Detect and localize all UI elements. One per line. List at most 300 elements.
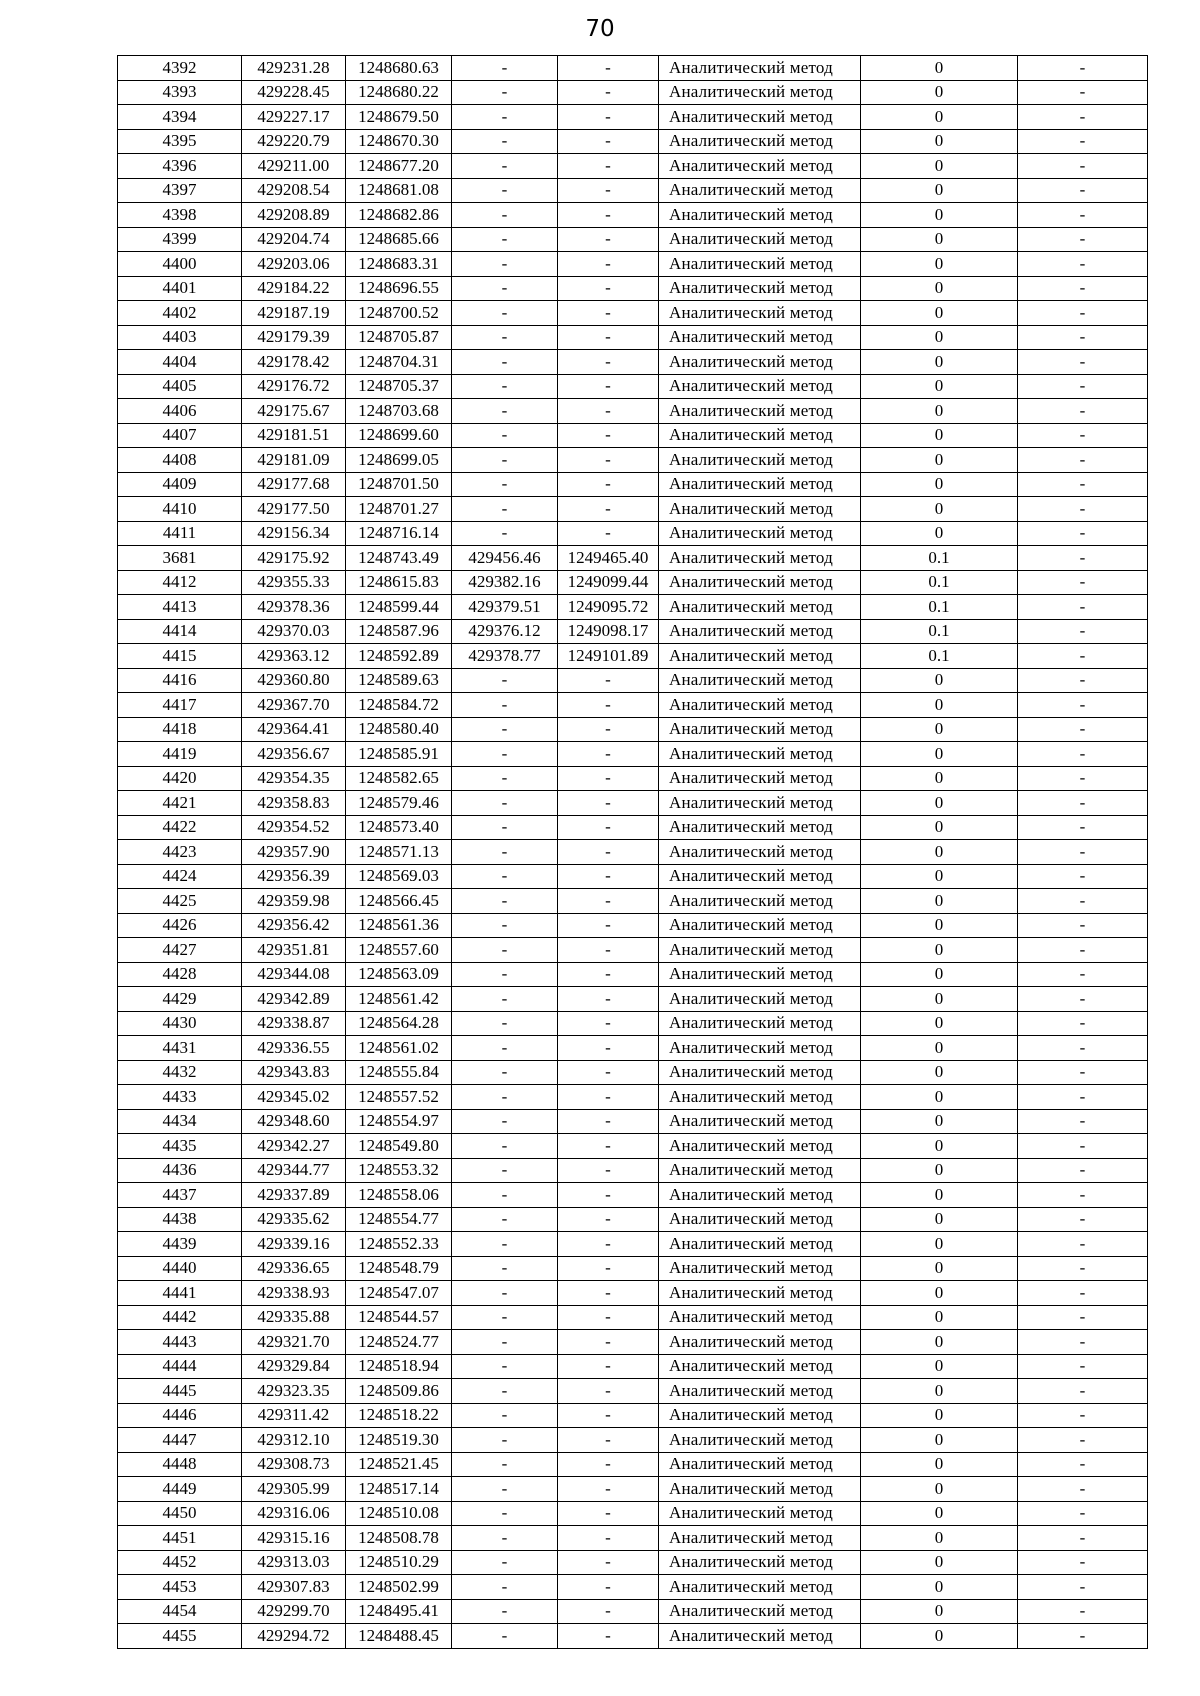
y-old-cell: - (558, 1379, 659, 1404)
y-old-cell: - (558, 1452, 659, 1477)
point-number-cell: 4393 (118, 80, 242, 105)
point-number-cell: 4424 (118, 864, 242, 889)
table-row (118, 595, 1148, 620)
table-row (118, 154, 1148, 179)
x-coordinate-cell: 429307.83 (242, 1575, 346, 1600)
y-old-cell: 1249099.44 (558, 570, 659, 595)
y-coordinate-cell: 1248561.02 (346, 1036, 452, 1061)
point-number-cell: 4419 (118, 742, 242, 767)
accuracy-cell: 0 (861, 766, 1018, 791)
y-coordinate-cell: 1248701.27 (346, 497, 452, 522)
x-coordinate-cell: 429208.89 (242, 203, 346, 228)
accuracy-cell: 0 (861, 350, 1018, 375)
note-cell: - (1018, 1526, 1148, 1551)
accuracy-cell: 0 (861, 1305, 1018, 1330)
y-coordinate-cell: 1248561.42 (346, 987, 452, 1012)
y-coordinate-cell: 1248599.44 (346, 595, 452, 620)
method-cell: Аналитический метод (659, 1403, 861, 1428)
y-coordinate-cell: 1248569.03 (346, 864, 452, 889)
x-coordinate-cell: 429305.99 (242, 1477, 346, 1502)
x-old-cell: - (452, 742, 558, 767)
note-cell: - (1018, 497, 1148, 522)
method-cell: Аналитический метод (659, 1550, 861, 1575)
y-coordinate-cell: 1248518.22 (346, 1403, 452, 1428)
note-cell: - (1018, 1085, 1148, 1110)
point-number-cell: 4411 (118, 521, 242, 546)
x-old-cell: - (452, 693, 558, 718)
table-row (118, 276, 1148, 301)
point-number-cell: 4436 (118, 1158, 242, 1183)
accuracy-cell: 0 (861, 129, 1018, 154)
y-coordinate-cell: 1248552.33 (346, 1232, 452, 1257)
x-old-cell: - (452, 301, 558, 326)
method-cell: Аналитический метод (659, 668, 861, 693)
note-cell: - (1018, 1599, 1148, 1624)
y-old-cell: - (558, 1158, 659, 1183)
accuracy-cell: 0 (861, 497, 1018, 522)
y-old-cell: - (558, 276, 659, 301)
x-coordinate-cell: 429175.67 (242, 399, 346, 424)
x-old-cell: - (452, 1207, 558, 1232)
note-cell: - (1018, 570, 1148, 595)
accuracy-cell: 0 (861, 1183, 1018, 1208)
point-number-cell: 4440 (118, 1256, 242, 1281)
x-coordinate-cell: 429358.83 (242, 791, 346, 816)
accuracy-cell: 0 (861, 1550, 1018, 1575)
y-old-cell: - (558, 1428, 659, 1453)
point-number-cell: 4447 (118, 1428, 242, 1453)
point-number-cell: 4451 (118, 1526, 242, 1551)
y-coordinate-cell: 1248680.22 (346, 80, 452, 105)
point-number-cell: 4397 (118, 178, 242, 203)
point-number-cell: 4450 (118, 1501, 242, 1526)
x-coordinate-cell: 429342.27 (242, 1134, 346, 1159)
x-coordinate-cell: 429354.52 (242, 815, 346, 840)
table-row (118, 1575, 1148, 1600)
point-number-cell: 4415 (118, 644, 242, 669)
y-coordinate-cell: 1248682.86 (346, 203, 452, 228)
note-cell: - (1018, 1256, 1148, 1281)
table-row (118, 987, 1148, 1012)
table-row (118, 546, 1148, 571)
accuracy-cell: 0 (861, 1232, 1018, 1257)
method-cell: Аналитический метод (659, 1060, 861, 1085)
note-cell: - (1018, 1281, 1148, 1306)
accuracy-cell: 0 (861, 80, 1018, 105)
x-coordinate-cell: 429370.03 (242, 619, 346, 644)
y-coordinate-cell: 1248677.20 (346, 154, 452, 179)
method-cell: Аналитический метод (659, 1501, 861, 1526)
note-cell: - (1018, 595, 1148, 620)
x-old-cell: 429456.46 (452, 546, 558, 571)
table-row (118, 1526, 1148, 1551)
table-row (118, 1085, 1148, 1110)
x-coordinate-cell: 429360.80 (242, 668, 346, 693)
point-number-cell: 4437 (118, 1183, 242, 1208)
method-cell: Аналитический метод (659, 1011, 861, 1036)
table-row (118, 1060, 1148, 1085)
x-coordinate-cell: 429336.55 (242, 1036, 346, 1061)
y-coordinate-cell: 1248716.14 (346, 521, 452, 546)
x-coordinate-cell: 429179.39 (242, 325, 346, 350)
y-coordinate-cell: 1248557.52 (346, 1085, 452, 1110)
y-old-cell: - (558, 938, 659, 963)
x-old-cell: - (452, 766, 558, 791)
note-cell: - (1018, 154, 1148, 179)
note-cell: - (1018, 1428, 1148, 1453)
accuracy-cell: 0 (861, 693, 1018, 718)
table-row (118, 227, 1148, 252)
point-number-cell: 4422 (118, 815, 242, 840)
note-cell: - (1018, 1036, 1148, 1061)
x-coordinate-cell: 429311.42 (242, 1403, 346, 1428)
point-number-cell: 4428 (118, 962, 242, 987)
accuracy-cell: 0 (861, 1501, 1018, 1526)
x-coordinate-cell: 429211.00 (242, 154, 346, 179)
y-old-cell: - (558, 1183, 659, 1208)
point-number-cell: 4417 (118, 693, 242, 718)
point-number-cell: 4414 (118, 619, 242, 644)
y-coordinate-cell: 1248685.66 (346, 227, 452, 252)
x-old-cell: - (452, 1575, 558, 1600)
table-row (118, 203, 1148, 228)
method-cell: Аналитический метод (659, 1379, 861, 1404)
method-cell: Аналитический метод (659, 815, 861, 840)
x-old-cell: - (452, 668, 558, 693)
y-coordinate-cell: 1248509.86 (346, 1379, 452, 1404)
x-old-cell: - (452, 276, 558, 301)
x-old-cell: 429379.51 (452, 595, 558, 620)
x-coordinate-cell: 429364.41 (242, 717, 346, 742)
y-old-cell: - (558, 766, 659, 791)
x-old-cell: - (452, 1232, 558, 1257)
x-old-cell: - (452, 1134, 558, 1159)
accuracy-cell: 0 (861, 840, 1018, 865)
note-cell: - (1018, 938, 1148, 963)
x-coordinate-cell: 429312.10 (242, 1428, 346, 1453)
y-old-cell: - (558, 962, 659, 987)
accuracy-cell: 0 (861, 1207, 1018, 1232)
table-row (118, 693, 1148, 718)
point-number-cell: 4407 (118, 423, 242, 448)
note-cell: - (1018, 864, 1148, 889)
x-old-cell: - (452, 1281, 558, 1306)
table-row (118, 448, 1148, 473)
x-old-cell: - (452, 178, 558, 203)
note-cell: - (1018, 203, 1148, 228)
point-number-cell: 4400 (118, 252, 242, 277)
accuracy-cell: 0 (861, 1134, 1018, 1159)
point-number-cell: 4434 (118, 1109, 242, 1134)
method-cell: Аналитический метод (659, 448, 861, 473)
y-coordinate-cell: 1248558.06 (346, 1183, 452, 1208)
x-coordinate-cell: 429175.92 (242, 546, 346, 571)
point-number-cell: 4408 (118, 448, 242, 473)
method-cell: Аналитический метод (659, 252, 861, 277)
method-cell: Аналитический метод (659, 472, 861, 497)
accuracy-cell: 0.1 (861, 570, 1018, 595)
point-number-cell: 4445 (118, 1379, 242, 1404)
y-coordinate-cell: 1248743.49 (346, 546, 452, 571)
method-cell: Аналитический метод (659, 80, 861, 105)
x-coordinate-cell: 429357.90 (242, 840, 346, 865)
x-coordinate-cell: 429348.60 (242, 1109, 346, 1134)
method-cell: Аналитический метод (659, 987, 861, 1012)
table-row (118, 252, 1148, 277)
accuracy-cell: 0 (861, 1011, 1018, 1036)
table-row (118, 938, 1148, 963)
note-cell: - (1018, 1011, 1148, 1036)
note-cell: - (1018, 1624, 1148, 1649)
point-number-cell: 4416 (118, 668, 242, 693)
point-number-cell: 4412 (118, 570, 242, 595)
x-coordinate-cell: 429220.79 (242, 129, 346, 154)
y-old-cell: 1249465.40 (558, 546, 659, 571)
point-number-cell: 4446 (118, 1403, 242, 1428)
table-row (118, 815, 1148, 840)
note-cell: - (1018, 1207, 1148, 1232)
method-cell: Аналитический метод (659, 178, 861, 203)
y-coordinate-cell: 1248518.94 (346, 1354, 452, 1379)
x-old-cell: - (452, 1452, 558, 1477)
table-row (118, 1428, 1148, 1453)
y-coordinate-cell: 1248547.07 (346, 1281, 452, 1306)
x-coordinate-cell: 429335.88 (242, 1305, 346, 1330)
point-number-cell: 4427 (118, 938, 242, 963)
accuracy-cell: 0 (861, 252, 1018, 277)
y-old-cell: - (558, 1526, 659, 1551)
accuracy-cell: 0 (861, 1036, 1018, 1061)
point-number-cell: 4430 (118, 1011, 242, 1036)
point-number-cell: 4423 (118, 840, 242, 865)
x-old-cell: - (452, 1599, 558, 1624)
point-number-cell: 4418 (118, 717, 242, 742)
x-old-cell: - (452, 227, 558, 252)
table-row (118, 178, 1148, 203)
method-cell: Аналитический метод (659, 1232, 861, 1257)
note-cell: - (1018, 546, 1148, 571)
table-row (118, 717, 1148, 742)
y-old-cell: - (558, 178, 659, 203)
y-old-cell: - (558, 1305, 659, 1330)
y-coordinate-cell: 1248579.46 (346, 791, 452, 816)
table-row (118, 1207, 1148, 1232)
table-row (118, 497, 1148, 522)
accuracy-cell: 0.1 (861, 619, 1018, 644)
method-cell: Аналитический метод (659, 1207, 861, 1232)
x-old-cell: - (452, 423, 558, 448)
method-cell: Аналитический метод (659, 399, 861, 424)
x-old-cell: - (452, 1183, 558, 1208)
note-cell: - (1018, 1183, 1148, 1208)
y-coordinate-cell: 1248517.14 (346, 1477, 452, 1502)
point-number-cell: 4433 (118, 1085, 242, 1110)
method-cell: Аналитический метод (659, 546, 861, 571)
note-cell: - (1018, 1158, 1148, 1183)
y-old-cell: - (558, 448, 659, 473)
table-row (118, 1134, 1148, 1159)
table-row (118, 1011, 1148, 1036)
note-cell: - (1018, 521, 1148, 546)
y-old-cell: - (558, 1550, 659, 1575)
x-coordinate-cell: 429204.74 (242, 227, 346, 252)
accuracy-cell: 0 (861, 1281, 1018, 1306)
y-old-cell: - (558, 105, 659, 130)
y-coordinate-cell: 1248700.52 (346, 301, 452, 326)
note-cell: - (1018, 301, 1148, 326)
x-old-cell: - (452, 1330, 558, 1355)
table-row (118, 1158, 1148, 1183)
method-cell: Аналитический метод (659, 742, 861, 767)
x-old-cell: - (452, 1379, 558, 1404)
x-old-cell: - (452, 399, 558, 424)
method-cell: Аналитический метод (659, 1134, 861, 1159)
x-coordinate-cell: 429363.12 (242, 644, 346, 669)
y-coordinate-cell: 1248502.99 (346, 1575, 452, 1600)
table-row (118, 399, 1148, 424)
table-row (118, 644, 1148, 669)
table-row (118, 301, 1148, 326)
y-old-cell: - (558, 889, 659, 914)
table-row (118, 1281, 1148, 1306)
y-old-cell: - (558, 374, 659, 399)
accuracy-cell: 0 (861, 1428, 1018, 1453)
x-coordinate-cell: 429355.33 (242, 570, 346, 595)
note-cell: - (1018, 129, 1148, 154)
accuracy-cell: 0 (861, 1330, 1018, 1355)
y-old-cell: - (558, 1330, 659, 1355)
x-old-cell: - (452, 497, 558, 522)
point-number-cell: 4429 (118, 987, 242, 1012)
y-coordinate-cell: 1248564.28 (346, 1011, 452, 1036)
method-cell: Аналитический метод (659, 1428, 861, 1453)
y-coordinate-cell: 1248549.80 (346, 1134, 452, 1159)
point-number-cell: 4403 (118, 325, 242, 350)
accuracy-cell: 0 (861, 913, 1018, 938)
x-old-cell: - (452, 325, 558, 350)
y-old-cell: - (558, 56, 659, 81)
y-coordinate-cell: 1248544.57 (346, 1305, 452, 1330)
note-cell: - (1018, 815, 1148, 840)
point-number-cell: 4439 (118, 1232, 242, 1257)
x-coordinate-cell: 429181.51 (242, 423, 346, 448)
x-coordinate-cell: 429339.16 (242, 1232, 346, 1257)
method-cell: Аналитический метод (659, 913, 861, 938)
note-cell: - (1018, 325, 1148, 350)
x-old-cell: - (452, 154, 558, 179)
point-number-cell: 4435 (118, 1134, 242, 1159)
x-old-cell: - (452, 1109, 558, 1134)
x-old-cell: - (452, 129, 558, 154)
accuracy-cell: 0 (861, 448, 1018, 473)
y-old-cell: - (558, 1403, 659, 1428)
accuracy-cell: 0 (861, 227, 1018, 252)
x-old-cell: 429378.77 (452, 644, 558, 669)
y-coordinate-cell: 1248680.63 (346, 56, 452, 81)
note-cell: - (1018, 644, 1148, 669)
x-coordinate-cell: 429176.72 (242, 374, 346, 399)
y-old-cell: - (558, 1134, 659, 1159)
x-coordinate-cell: 429181.09 (242, 448, 346, 473)
x-old-cell: - (452, 791, 558, 816)
note-cell: - (1018, 1550, 1148, 1575)
coordinates-table (117, 55, 1148, 1649)
x-coordinate-cell: 429337.89 (242, 1183, 346, 1208)
note-cell: - (1018, 1305, 1148, 1330)
accuracy-cell: 0 (861, 864, 1018, 889)
y-coordinate-cell: 1248683.31 (346, 252, 452, 277)
method-cell: Аналитический метод (659, 1526, 861, 1551)
table-row (118, 472, 1148, 497)
point-number-cell: 4432 (118, 1060, 242, 1085)
x-coordinate-cell: 429343.83 (242, 1060, 346, 1085)
note-cell: - (1018, 227, 1148, 252)
method-cell: Аналитический метод (659, 1158, 861, 1183)
accuracy-cell: 0 (861, 1158, 1018, 1183)
x-old-cell: - (452, 374, 558, 399)
y-old-cell: - (558, 1256, 659, 1281)
y-coordinate-cell: 1248555.84 (346, 1060, 452, 1085)
method-cell: Аналитический метод (659, 1624, 861, 1649)
method-cell: Аналитический метод (659, 1575, 861, 1600)
accuracy-cell: 0 (861, 1354, 1018, 1379)
y-coordinate-cell: 1248705.37 (346, 374, 452, 399)
table-row (118, 1477, 1148, 1502)
accuracy-cell: 0 (861, 325, 1018, 350)
x-old-cell: - (452, 1085, 558, 1110)
table-row (118, 913, 1148, 938)
x-old-cell: 429382.16 (452, 570, 558, 595)
table-row (118, 766, 1148, 791)
y-coordinate-cell: 1248495.41 (346, 1599, 452, 1624)
method-cell: Аналитический метод (659, 56, 861, 81)
accuracy-cell: 0 (861, 178, 1018, 203)
table-row (118, 374, 1148, 399)
point-number-cell: 4394 (118, 105, 242, 130)
table-row (118, 1305, 1148, 1330)
method-cell: Аналитический метод (659, 350, 861, 375)
accuracy-cell: 0 (861, 962, 1018, 987)
table-row (118, 56, 1148, 81)
table-row (118, 1599, 1148, 1624)
table-row (118, 1330, 1148, 1355)
x-coordinate-cell: 429354.35 (242, 766, 346, 791)
method-cell: Аналитический метод (659, 521, 861, 546)
y-old-cell: - (558, 1477, 659, 1502)
table-row (118, 325, 1148, 350)
x-old-cell: - (452, 1060, 558, 1085)
note-cell: - (1018, 619, 1148, 644)
method-cell: Аналитический метод (659, 840, 861, 865)
method-cell: Аналитический метод (659, 791, 861, 816)
table-row (118, 742, 1148, 767)
y-old-cell: - (558, 864, 659, 889)
point-number-cell: 4399 (118, 227, 242, 252)
x-old-cell: 429376.12 (452, 619, 558, 644)
note-cell: - (1018, 1403, 1148, 1428)
point-number-cell: 4396 (118, 154, 242, 179)
accuracy-cell: 0 (861, 815, 1018, 840)
table-row (118, 791, 1148, 816)
x-old-cell: - (452, 840, 558, 865)
y-old-cell: - (558, 350, 659, 375)
y-old-cell: - (558, 815, 659, 840)
x-coordinate-cell: 429356.67 (242, 742, 346, 767)
accuracy-cell: 0 (861, 1624, 1018, 1649)
note-cell: - (1018, 105, 1148, 130)
note-cell: - (1018, 56, 1148, 81)
y-coordinate-cell: 1248571.13 (346, 840, 452, 865)
